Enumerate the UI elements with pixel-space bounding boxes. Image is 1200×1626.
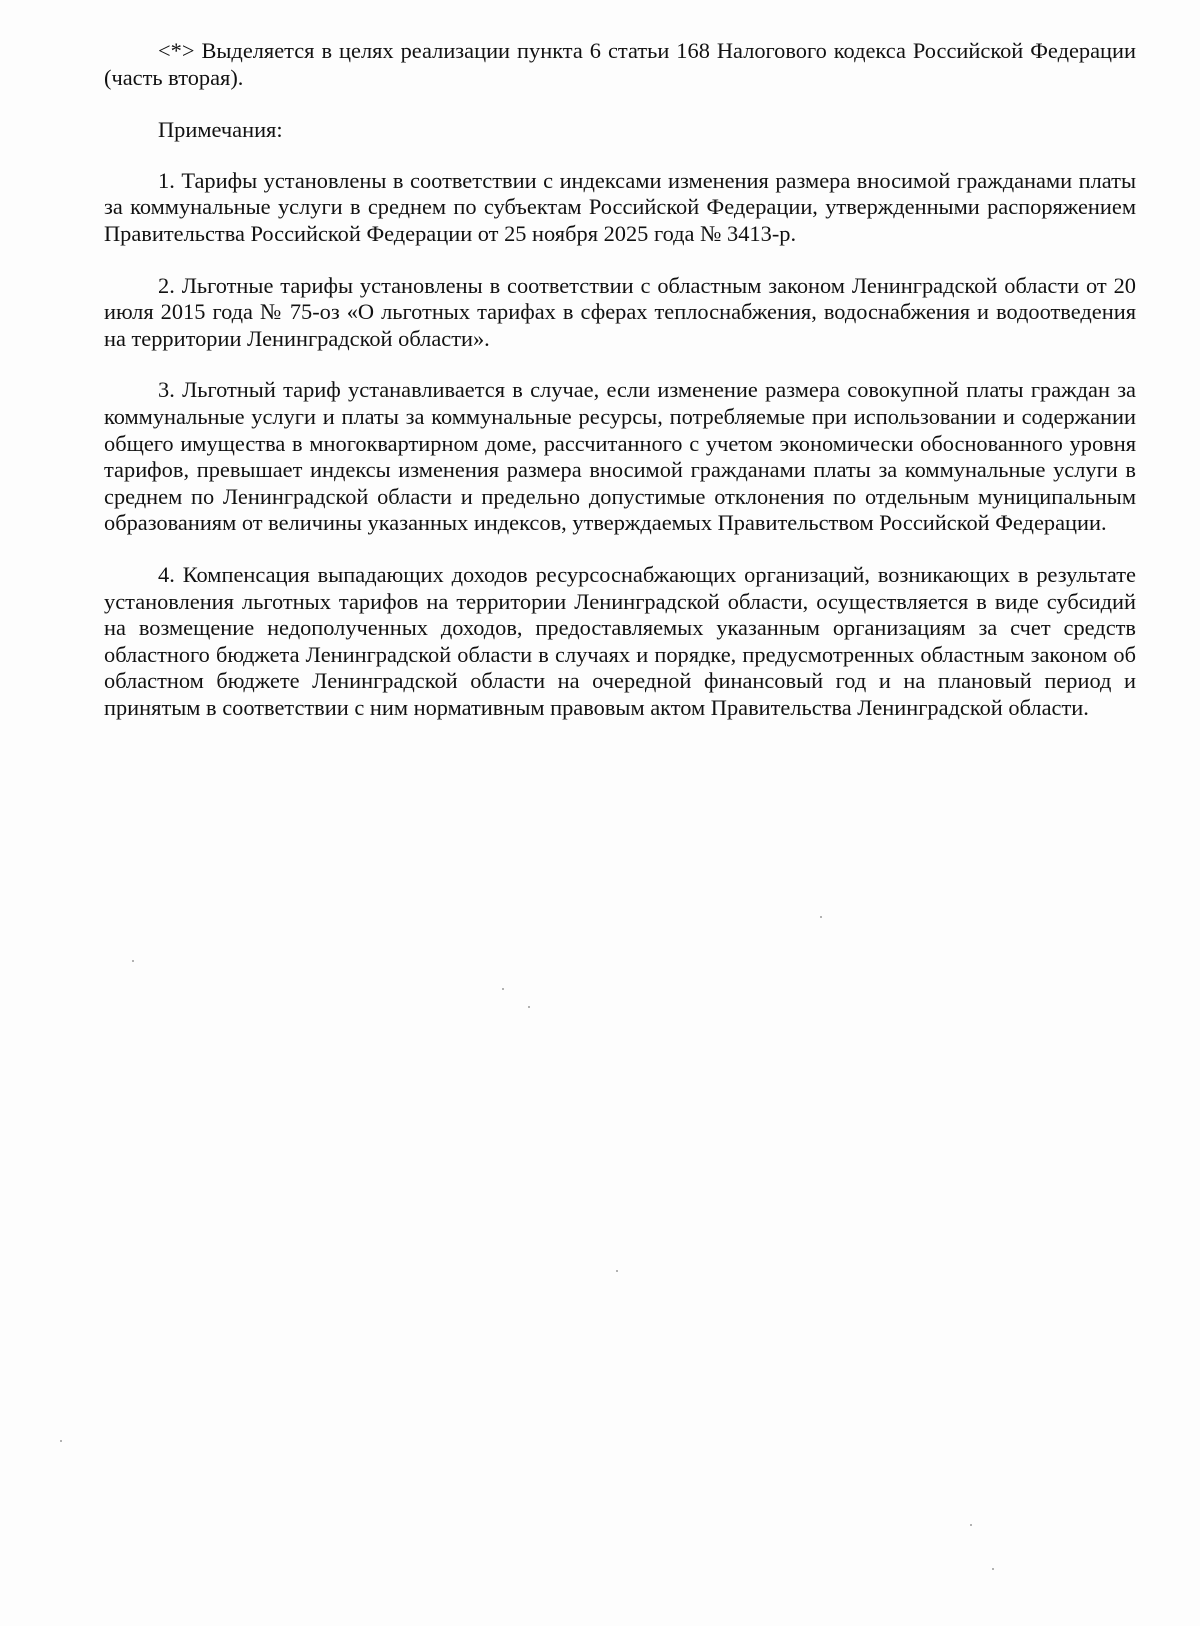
notes-heading: Примечания: <box>158 117 283 143</box>
note-2: 2. Льготные тарифы установлены в соответствии с областным законом Ленинградской области от 20 июля 2015 года № 75-оз «О льготных тарифах в сферах теплоснабжения, водоснабжения и водоотведения на территории Ленинградской области». <box>104 272 1136 351</box>
scan-speck <box>992 1568 994 1570</box>
scan-speck <box>820 916 822 918</box>
scan-speck <box>60 1440 62 1442</box>
scan-speck <box>616 1270 618 1272</box>
scan-speck <box>970 1524 972 1526</box>
document-text <box>104 38 1136 746</box>
note-1: 1. Тарифы установлены в соответствии с индексами изменения размера вносимой гражданами платы за коммунальные услуги в среднем по субъектам Российской Федерации, утвержденными распоряжением Правительства Российской Федерации от 25 ноября 2025 года № 3413-р. <box>104 167 1136 246</box>
scan-speck <box>528 1006 530 1008</box>
scan-speck <box>132 960 134 962</box>
footnote: <*> Выделяется в целях реализации пункта 6 статьи 168 Налогового кодекса Российской Федерации (часть вторая). <box>104 38 1136 90</box>
scan-speck <box>502 988 504 990</box>
note-3: 3. Льготный тариф устанавливается в случае, если изменение размера совокупной платы граждан за коммунальные услуги и платы за коммунальные ресурсы, потребляемые при использовании и содержании общего имущества в многоквартирном доме, рассчитанного с учетом экономически обоснованного уровня тарифов, превышает индексы изменения размера вносимой гражданами платы за коммунальные услуги в среднем по Ленинградской области и предельно допустимые отклонения по отдельным муниципальным образованиям от величины указанных индексов, утверждаемых Правительством Российской Федерации. <box>104 377 1136 536</box>
note-4: 4. Компенсация выпадающих доходов ресурсоснабжающих организаций, возникающих в результате установления льготных тарифов на территории Ленинградской области, осуществляется в виде субсидий на возмещение недополученных доходов, предоставляемых указанным организациям за счет средств областного бюджета Ленинградской области в случаях и порядке, предусмотренных областным законом об областном бюджете Ленинградской области на очередной финансовый год и на плановый период и принятым в соответствии с ним нормативным правовым актом Правительства Ленинградской области. <box>104 561 1136 720</box>
